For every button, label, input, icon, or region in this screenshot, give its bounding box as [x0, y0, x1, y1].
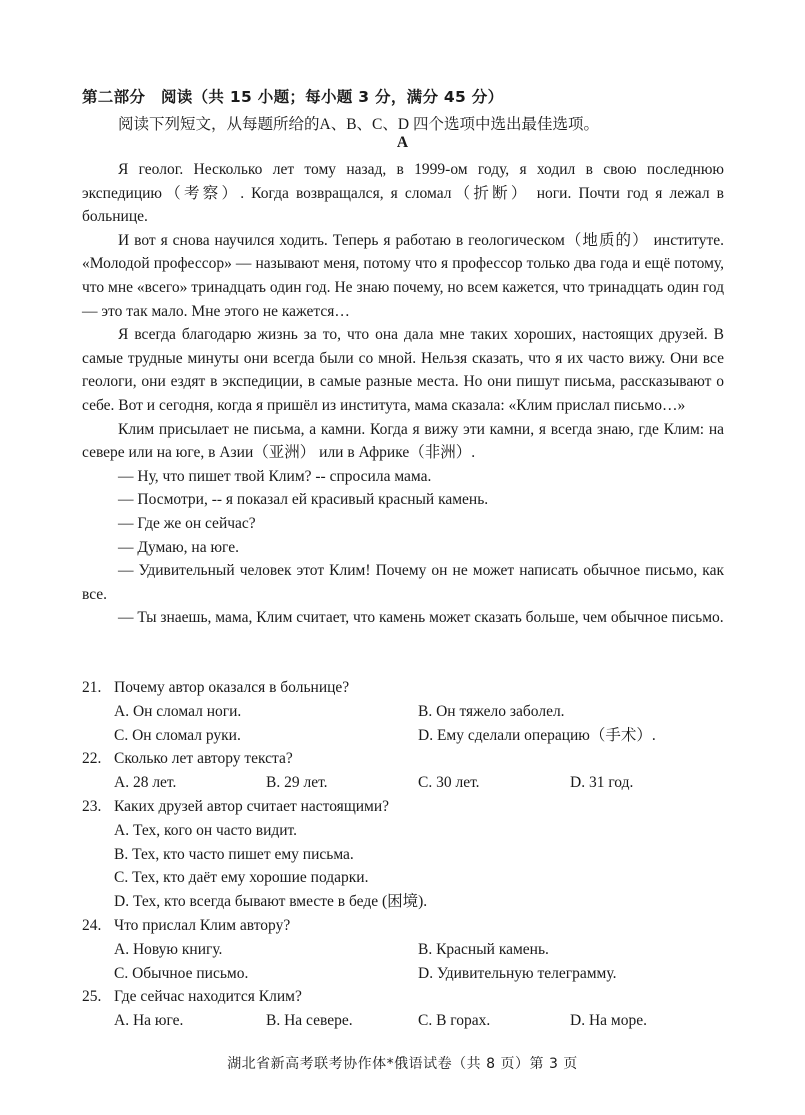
option-d: D. Удивительную телеграмму. — [418, 964, 617, 982]
option-b: B. Тех, кто часто пишет ему письма. — [114, 845, 354, 863]
option-b: B. Он тяжело заболел. — [418, 702, 565, 720]
question-stem: Почему автор оказался в больнице? — [114, 679, 350, 696]
question-number: 22. — [82, 750, 102, 768]
option-d: D. Тех, кто всегда бывают вместе в беде (困境). — [114, 893, 428, 911]
option-c: C. Обычное письмо. — [114, 964, 249, 982]
option-b: B. Красный камень. — [418, 940, 549, 958]
option-d: D. Ему сделали операцию（手术）. — [418, 726, 656, 744]
question-21 — [82, 676, 742, 747]
question-24 — [82, 914, 742, 985]
option-c: C. В горах. — [418, 1012, 491, 1030]
question-25 — [82, 985, 742, 1033]
question-stem: Где сейчас находится Клим? — [114, 988, 302, 1006]
question-number: 23. — [82, 797, 102, 815]
passage-paragraph: Я геолог. Несколько лет тому назад, в 1999-ом году, я ходил в свою последнюю экспедицию（考察）. Когда возвращался, я сломал（折断） ноги. Почти год я лежал в больнице. — [82, 161, 724, 226]
option-a: A. 28 лет. — [114, 774, 177, 792]
option-c: C. 30 лет. — [418, 774, 480, 792]
option-d: D. На море. — [570, 1012, 647, 1030]
passage-paragraph: И вот я снова научился ходить. Теперь я работаю в геологическом（地质的） институте. «Молодой профессор» — называют меня, потому что я профессор только два года и ещё потому, что мне «всего» тринадцать один год. Не знаю почему, но всем кажется, что тринадцать один год — это так мало. Мне этого не кажется… — [82, 231, 724, 320]
passage-paragraph: Клим присылает не письма, а камни. Когда я вижу эти камни, я всегда знаю, где Клим: на севере или на юге, в Азии（亚洲） или в Африке（非洲）. — [82, 420, 724, 462]
option-d: D. 31 год. — [570, 774, 634, 792]
dialogue-line: — Ну, что пишет твой Клим? -- спросила мама. — [118, 467, 432, 485]
passage-paragraph: Я всегда благодарю жизнь за то, что она дала мне таких хороших, настоящих друзей. В самые трудные минуты они всегда были со мной. Нельзя сказать, что я их часто вижу. Они все геологи, они ездят в экспедиции, в самые разные места. Но они пишут письма, рассказывают о себе. Вот и сегодня, когда я пришёл из института, мама сказала: «Клим прислал письмо…» — [82, 326, 724, 414]
option-a: A. Тех, кого он часто видит. — [114, 821, 298, 839]
option-a: A. Он сломал ноги. — [114, 702, 242, 720]
instruction-text: 阅读下列短文，从每题所给的A、B、C、D 四个选项中选出最佳选项。 — [118, 116, 599, 133]
question-stem: Каких друзей автор считает настоящими? — [114, 797, 390, 815]
option-a: A. На юге. — [114, 1012, 184, 1030]
question-number: 21. — [82, 679, 102, 696]
page-footer: 湖北省新高考联考协作体*俄语试卷（共 8 页）第 3 页 — [227, 1056, 578, 1072]
option-b: B. На севере. — [266, 1012, 353, 1030]
section-letter: A — [396, 134, 409, 151]
question-number: 25. — [82, 988, 102, 1006]
dialogue-line: — Где же он сейчас? — [118, 514, 256, 532]
reading-passage — [82, 158, 724, 630]
option-c: C. Тех, кто даёт ему хорошие подарки. — [114, 869, 369, 887]
option-b: B. 29 лет. — [266, 774, 328, 792]
question-number: 24. — [82, 916, 102, 934]
question-list — [82, 676, 742, 1033]
dialogue-line: — Посмотри, -- я показал ей красивый красный камень. — [118, 491, 489, 509]
option-c: C. Он сломал руки. — [114, 726, 241, 744]
question-stem: Сколько лет автору текста? — [114, 750, 293, 768]
question-22 — [82, 747, 742, 795]
dialogue-line: — Удивительный человек этот Клим! Почему он не может написать обычное письмо, как все. — [82, 562, 724, 603]
question-stem: Что прислал Клим автору? — [114, 916, 291, 934]
part-heading: 第二部分 阅读（共 15 小题；每小题 3 分，满分 45 分） — [82, 88, 504, 106]
dialogue-line: — Думаю, на юге. — [118, 538, 239, 556]
option-a: A. Новую книгу. — [114, 940, 223, 958]
dialogue-line: — Ты знаешь, мама, Клим считает, что камень может сказать больше, чем обычное письмо. — [118, 609, 724, 627]
question-23 — [82, 795, 742, 914]
